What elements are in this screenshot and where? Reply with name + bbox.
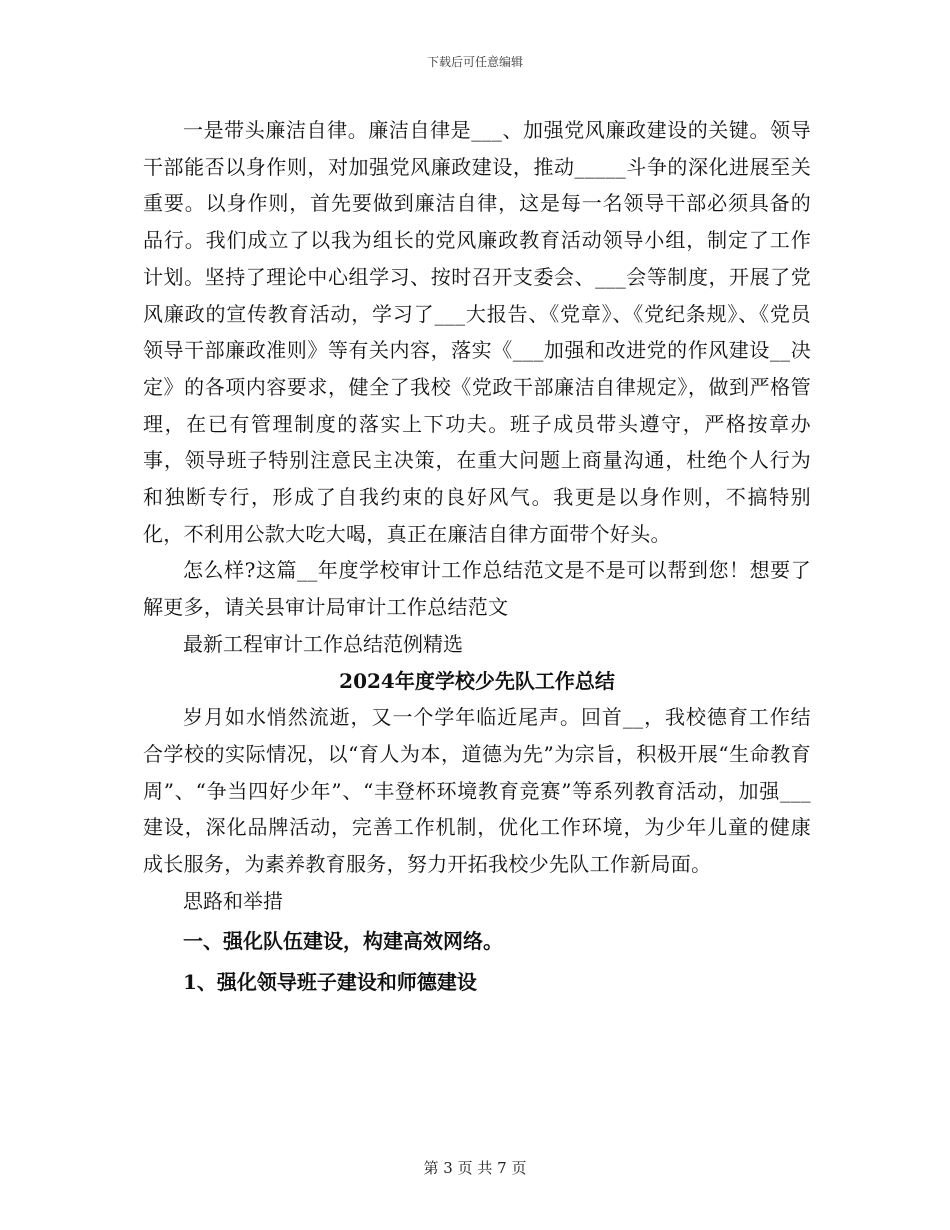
paragraph-promo: 怎么样?这篇__年度学校审计工作总结范文是不是可以帮到您！想要了解更多，请关县审计局审计工作总结范文 <box>143 558 811 620</box>
section-heading-1: 一、强化队伍建设，构建高效网络。 <box>183 929 503 954</box>
page-footer: 第 3 页 共 7 页 <box>423 1159 527 1177</box>
page-header: 下载后可任意编辑 <box>426 55 523 69</box>
paragraph-intro: 岁月如水悄然流逝，又一个学年临近尾声。回首__，我校德育工作结合学校的实际情况，以“育人为本，道德为先”为宗旨，积极开展“生命教育周”、“争当四好少年”、“丰登杯环境教育竞赛”等系列教育活动，加强___建设，深化品牌活动，完善工作机制，优化工作环境，为少年儿童的健康成长服务，为素养教育服务，努力开拓我校少先队工作新局面。 <box>143 705 811 877</box>
related-article-link[interactable]: 最新工程审计工作总结范例精选 <box>183 631 463 656</box>
document-body <box>143 112 811 1001</box>
paragraph-self-discipline: 一是带头廉洁自律。廉洁自律是___、加强党风廉政建设的关键。领导干部能否以身作则，对加强党风廉政建设，推动_____斗争的深化进展至关重要。以身作则，首先要做到廉洁自律，这是每一名领导干部必须具备的品行。我们成立了以我为组长的党风廉政教育活动领导小组，制定了工作计划。坚持了理论中心组学习、按时召开支委会、___会等制度，开展了党风廉政的宣传教育活动，学习了___大报告、《党章》、《党纪条规》、《党员领导干部廉政准则》等有关内容，落实《___加强和改进党的作风建设__决定》的各项内容要求，健全了我校《党政干部廉洁自律规定》，做到严格管理，在已有管理制度的落实上下功夫。班子成员带头遵守，严格按章办事，领导班子特别注意民主决策，在重大问题上商量沟通，杜绝个人行为和独断专行，形成了自我约束的良好风气。我更是以身作则，不搞特别化，不利用公款大吃大喝，真正在廉洁自律方面带个好头。 <box>143 118 811 546</box>
subsection-heading-1: 1、强化领导班子建设和师德建设 <box>183 970 477 995</box>
section-label: 思路和举措 <box>183 888 283 913</box>
document-title: 2024年度学校少先队工作总结 <box>339 668 615 693</box>
